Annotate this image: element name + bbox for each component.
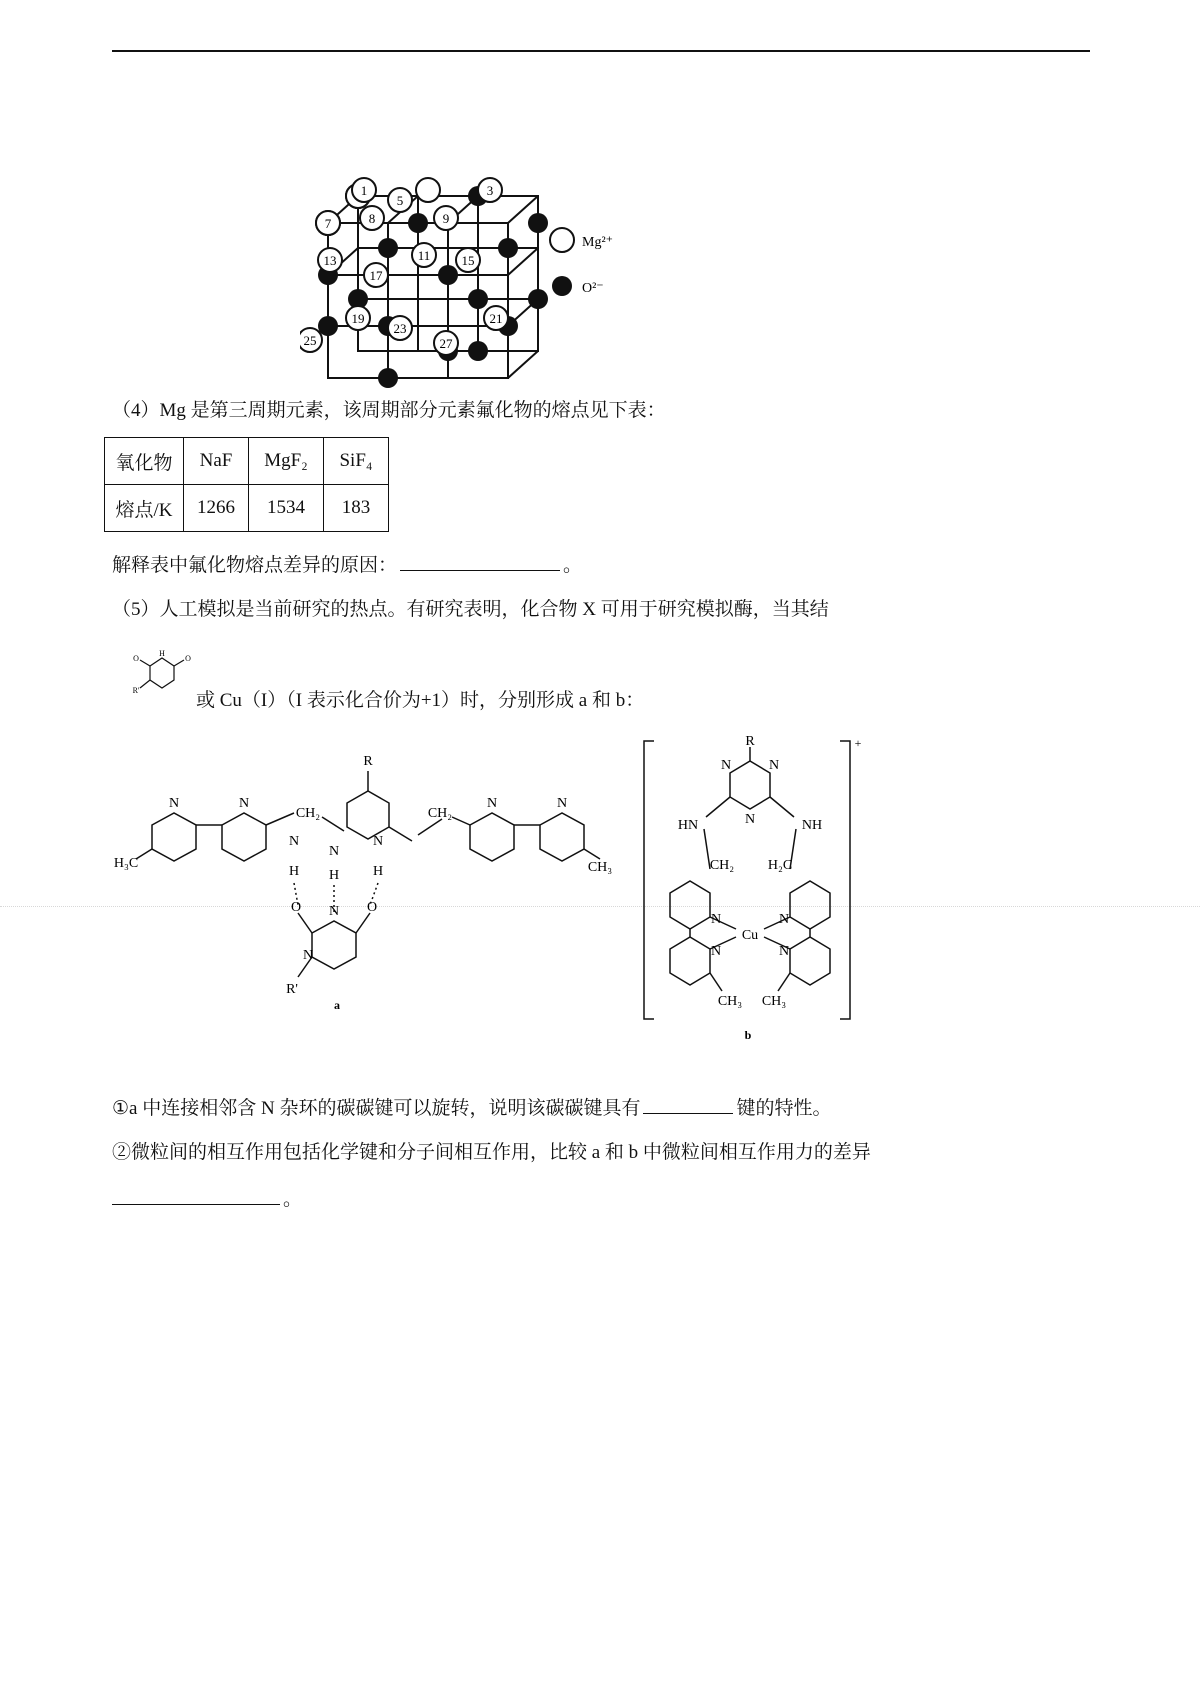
charge-sign: +	[854, 736, 862, 750]
fluoride-melting-point-table	[104, 437, 389, 532]
answer-blank[interactable]	[400, 552, 560, 571]
ion-number: 15	[461, 253, 475, 268]
mg-ion-legend-icon	[550, 228, 574, 252]
ion-number: 27	[439, 336, 453, 351]
atom-label: H₂C	[767, 858, 793, 873]
q4-question-text: 解释表中氟化物熔点差异的原因：	[112, 555, 398, 576]
ion-number: 1	[360, 183, 368, 198]
atom-label: N	[710, 944, 722, 959]
atom-label: N	[556, 796, 568, 811]
atom-label: N	[328, 844, 340, 859]
svg-text:H: H	[159, 649, 165, 658]
atom-label: H	[372, 864, 384, 879]
table-row	[105, 438, 389, 485]
q4-intro: （4）Mg 是第三周期元素，该周期部分元素氟化物的熔点见下表：	[112, 400, 666, 421]
q5-sub2: ②微粒间的相互作用包括化学键和分子间相互作用，比较 a 和 b 中微粒间相互作用力的差异	[112, 1142, 871, 1163]
atom-label: Cu	[741, 928, 759, 943]
ion-number: 8	[368, 211, 376, 226]
atom-label: O	[366, 900, 378, 915]
answer-blank[interactable]	[112, 1186, 280, 1205]
atom-label: CH₂	[427, 806, 453, 821]
structure-a	[112, 745, 612, 1015]
legend-o-label: O²⁻	[582, 281, 604, 296]
structure-a-caption: a	[334, 998, 340, 1012]
q5-line2: 或 Cu（I）（I 表示化合价为+1）时，分别形成 a 和 b：	[196, 690, 645, 711]
atom-label: CH₂	[709, 858, 735, 873]
answer-blank[interactable]	[643, 1095, 733, 1114]
atom-label: CH₃	[587, 860, 612, 875]
atom-label: N	[710, 912, 722, 927]
q4-question	[112, 552, 582, 579]
atom-label: CH₃	[717, 994, 743, 1009]
ion-number: 3	[486, 183, 494, 198]
ion-number: 11	[417, 248, 431, 263]
atom-label: N	[486, 796, 498, 811]
table-row	[105, 485, 389, 532]
q5-sub1-text: ①a 中连接相邻含 N 杂环的碳碳键可以旋转，说明该碳碳键具有	[112, 1098, 641, 1119]
atom-label: N	[778, 944, 790, 959]
ion-number: 19	[351, 311, 365, 326]
atom-label: H	[328, 868, 340, 883]
table-cell: 熔点/K	[105, 485, 184, 532]
table-cell: NaF	[184, 438, 249, 485]
legend-mg-label: Mg²⁺	[582, 235, 614, 250]
ion-number: 13	[323, 253, 337, 268]
table-cell: MgF₂	[249, 438, 324, 485]
q4-question-end: 。	[563, 555, 583, 576]
table-cell: SiF₄	[324, 438, 389, 485]
atom-label: N	[768, 758, 780, 773]
atom-label: R'	[286, 982, 298, 997]
header-rule	[112, 50, 1090, 52]
atom-label: N	[328, 904, 340, 919]
table-cell: 氧化物	[105, 438, 184, 485]
atom-label: N	[720, 758, 732, 773]
q5-sub2-end: 。	[283, 1189, 303, 1210]
atom-label: H	[288, 864, 300, 879]
atom-label: N	[288, 834, 300, 849]
atom-label: N	[302, 948, 314, 963]
atom-label: N	[744, 812, 756, 827]
atom-label: NH	[801, 818, 823, 833]
q5-sub2-answer	[112, 1186, 302, 1213]
o-ion-legend-icon	[552, 276, 572, 296]
ion-number: 5	[396, 193, 404, 208]
atom-label: H₃C	[113, 856, 139, 871]
structure-b-caption: b	[744, 1028, 752, 1042]
ion-number: 21	[489, 311, 503, 326]
mgo-crystal-figure	[300, 168, 720, 388]
svg-text:R': R'	[132, 686, 140, 695]
svg-text:O: O	[185, 654, 191, 663]
table-cell: 183	[324, 485, 389, 532]
table-cell: 1534	[249, 485, 324, 532]
atom-label: O	[290, 900, 302, 915]
atom-label: N	[168, 796, 180, 811]
atom-label: N	[778, 912, 790, 927]
svg-text:O: O	[133, 654, 139, 663]
atom-label: R	[745, 734, 755, 749]
table-cell: 1266	[184, 485, 249, 532]
q5-intro: （5）人工模拟是当前研究的热点。有研究表明，化合物 X 可用于研究模拟酶，当其结	[112, 599, 829, 620]
atom-label: N	[372, 834, 384, 849]
atom-label: HN	[677, 818, 699, 833]
ion-number: 9	[442, 211, 450, 226]
atom-label: CH₂	[295, 806, 321, 821]
ion-number: 23	[393, 321, 407, 336]
atom-label: N	[238, 796, 250, 811]
ion-number: 25	[303, 333, 317, 348]
structure-b	[640, 733, 870, 1058]
uracil-fragment-structure	[130, 648, 192, 708]
atom-label: CH₃	[761, 994, 787, 1009]
q5-sub1-end: 键的特性。	[736, 1098, 832, 1119]
ion-number: 7	[324, 216, 332, 231]
q5-sub1	[112, 1095, 831, 1122]
atom-label: R	[363, 754, 373, 769]
ion-number: 17	[369, 268, 383, 283]
